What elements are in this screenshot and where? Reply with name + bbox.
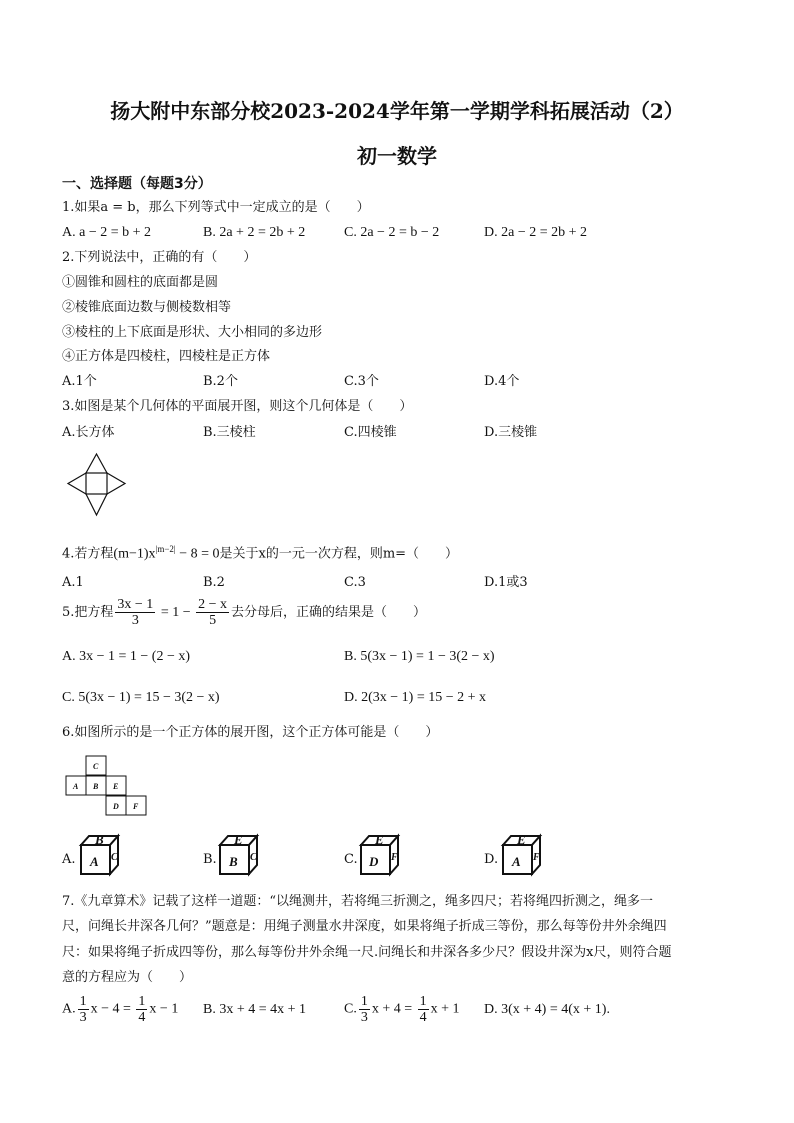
q4-stem xyxy=(62,540,458,563)
cube-d-side-label: F xyxy=(533,852,540,863)
q4-option-a: A.1 xyxy=(62,575,84,590)
q5-fraction-2-numerator: 2 − x xyxy=(198,597,228,612)
net-label-f: F xyxy=(133,802,139,811)
q5-fraction-1-denominator: 3 xyxy=(131,613,139,628)
cube-a-side-label: C xyxy=(111,852,118,863)
q5-option-b: B. 5(3x − 1) = 1 − 3(2 − x) xyxy=(344,649,495,664)
cube-d-front-label: A xyxy=(512,854,521,869)
q5-fraction-1 xyxy=(115,597,155,628)
q7-a-f1-num: 1 xyxy=(79,994,87,1009)
cube-c-side-label: F xyxy=(391,852,398,863)
q7-a-f2-den: 4 xyxy=(138,1010,146,1025)
q5-fraction-2-denominator: 5 xyxy=(209,613,217,628)
q7-a-tail: x − 1 xyxy=(149,1001,179,1017)
q2-stem: 2.下列说法中，正确的有（ ） xyxy=(62,250,257,265)
q3-option-c: C.四棱锥 xyxy=(344,425,397,440)
q7-c-f2-den: 4 xyxy=(419,1010,427,1025)
q2-option-a: A.1个 xyxy=(62,374,97,389)
net-label-d: D xyxy=(113,802,119,811)
net-base-square xyxy=(86,473,107,494)
q5-stem-suffix: 去分母后，正确的结果是（ ） xyxy=(231,605,427,620)
q6-option-d-label: D. xyxy=(484,852,499,867)
page-title: 扬大附中东部分校2023-2024学年第一学期学科拓展活动（2） xyxy=(110,99,684,123)
net-label-c: C xyxy=(93,762,99,771)
q5-option-d: D. 2(3x − 1) = 15 − 2 + x xyxy=(344,690,487,705)
net-face-left xyxy=(68,473,86,494)
q7-a-mid: x − 4 = xyxy=(90,1001,135,1017)
q3-option-d: D.三棱锥 xyxy=(484,425,538,440)
cube-a-top-label: B xyxy=(95,833,104,847)
q5-equals: = 1 − xyxy=(157,605,195,620)
q1-option-c: C. 2a − 2 = b − 2 xyxy=(344,225,440,240)
q1-option-a: A. a − 2 = b + 2 xyxy=(62,225,152,240)
net-label-a: A xyxy=(73,782,79,791)
q7-option-c xyxy=(344,994,460,1025)
q7-c-f1-num: 1 xyxy=(360,994,368,1009)
q4-equation-tail: − 8 = 0 xyxy=(175,546,220,562)
q6-option-b-cube xyxy=(217,833,263,877)
net-label-b: B xyxy=(93,782,99,791)
net-face-top xyxy=(86,454,107,473)
q2-statement-3: ③棱柱的上下底面是形状、大小相同的多边形 xyxy=(62,325,323,340)
q7-c-f2-num: 1 xyxy=(419,994,427,1009)
q6-option-d-cube xyxy=(500,833,546,877)
cube-d-top-label: E xyxy=(517,833,526,847)
cube-c-top-label: E xyxy=(375,833,384,847)
q7-c-fraction-2 xyxy=(418,994,429,1025)
q4-equation: (m−1)x xyxy=(113,546,156,562)
q4-stem-prefix: 4.若方程 xyxy=(62,546,114,562)
q5-stem xyxy=(62,597,426,628)
q6-option-a-cube xyxy=(78,833,124,877)
q3-stem: 3.如图是某个几何体的平面展开图，则这个几何体是（ ） xyxy=(62,399,413,414)
q2-statement-4: ④正方体是四棱柱，四棱柱是正方体 xyxy=(62,349,271,364)
q7-c-mid: x + 4 = xyxy=(371,1001,416,1017)
q4-exponent: |m−2| xyxy=(155,544,176,554)
q3-pyramid-net-figure xyxy=(66,452,128,518)
cube-b-front-label: B xyxy=(229,854,238,869)
q7-line-2: 尺，问绳长井深各几何？”题意是：用绳子测量水井深度，如果将绳子折成三等份，那么每等份井外余绳四 xyxy=(62,919,667,934)
q4-option-b: B.2 xyxy=(203,575,225,590)
net-face-bottom xyxy=(86,494,107,515)
q6-stem: 6.如图所示的是一个正方体的展开图，这个正方体可能是（ ） xyxy=(62,725,439,740)
q7-line-4: 意的方程应为（ ） xyxy=(62,970,193,985)
net-face-right xyxy=(107,473,125,494)
q2-option-c: C.3个 xyxy=(344,374,379,389)
q7-c-tail: x + 1 xyxy=(430,1001,460,1017)
q5-stem-prefix: 5.把方程 xyxy=(62,605,114,620)
cube-c-front-label: D xyxy=(369,854,379,869)
q2-option-d: D.4个 xyxy=(484,374,520,389)
q7-option-c-label: C. xyxy=(344,1001,357,1017)
q3-option-b: B.三棱柱 xyxy=(203,425,256,440)
q1-option-d: D. 2a − 2 = 2b + 2 xyxy=(484,225,588,240)
q7-c-fraction-1 xyxy=(359,994,370,1025)
q1-option-b: B. 2a + 2 = 2b + 2 xyxy=(203,225,306,240)
q6-option-b-label: B. xyxy=(203,852,217,867)
q4-stem-suffix: 是关于x的一元一次方程，则m=（ ） xyxy=(219,546,459,562)
q7-a-fraction-1 xyxy=(78,994,89,1025)
q5-option-a: A. 3x − 1 = 1 − (2 − x) xyxy=(62,649,191,664)
q6-cube-net-figure xyxy=(64,755,156,817)
q4-option-d: D.1或3 xyxy=(484,575,528,590)
q6-option-c-label: C. xyxy=(344,852,358,867)
q2-statement-2: ②棱锥底面边数与侧棱数相等 xyxy=(62,300,232,315)
q7-a-f1-den: 3 xyxy=(79,1010,87,1025)
q7-line-1: 7.《九章算术》记载了这样一道题：“以绳测井，若将绳三折测之，绳多四尺；若将绳四折测之，绳多一 xyxy=(62,894,654,909)
net-label-e: E xyxy=(113,782,119,791)
q7-a-f2-num: 1 xyxy=(138,994,146,1009)
cube-b-side-label: C xyxy=(250,852,257,863)
q5-fraction-1-numerator: 3x − 1 xyxy=(117,597,154,612)
q6-option-c-cube xyxy=(358,833,404,877)
page-subtitle: 初一数学 xyxy=(357,144,437,168)
q7-option-d: D. 3(x + 4) = 4(x + 1). xyxy=(484,1002,610,1017)
q7-line-3: 尺：如果将绳子折成四等份，那么每等份井外余绳一尺.问绳长和井深各多少尺？假设井深为x尺，则符合题 xyxy=(62,945,672,960)
q3-option-a: A.长方体 xyxy=(62,425,115,440)
q2-statement-1: ①圆锥和圆柱的底面都是圆 xyxy=(62,275,219,290)
q7-option-a xyxy=(62,994,178,1025)
q7-option-b: B. 3x + 4 = 4x + 1 xyxy=(203,1002,307,1017)
q7-c-f1-den: 3 xyxy=(360,1010,368,1025)
section-heading: 一、选择题（每题3分） xyxy=(62,176,212,192)
q7-option-a-label: A. xyxy=(62,1001,76,1017)
q5-fraction-2 xyxy=(196,597,229,628)
q1-stem: 1.如果a = b，那么下列等式中一定成立的是（ ） xyxy=(62,200,370,215)
q4-option-c: C.3 xyxy=(344,575,366,590)
q5-option-c: C. 5(3x − 1) = 15 − 3(2 − x) xyxy=(62,690,220,705)
cube-a-front-label: A xyxy=(90,854,99,869)
q2-option-b: B.2个 xyxy=(203,374,238,389)
cube-b-top-label: E xyxy=(234,833,243,847)
q6-option-a-label: A. xyxy=(62,852,76,867)
q7-a-fraction-2 xyxy=(136,994,147,1025)
